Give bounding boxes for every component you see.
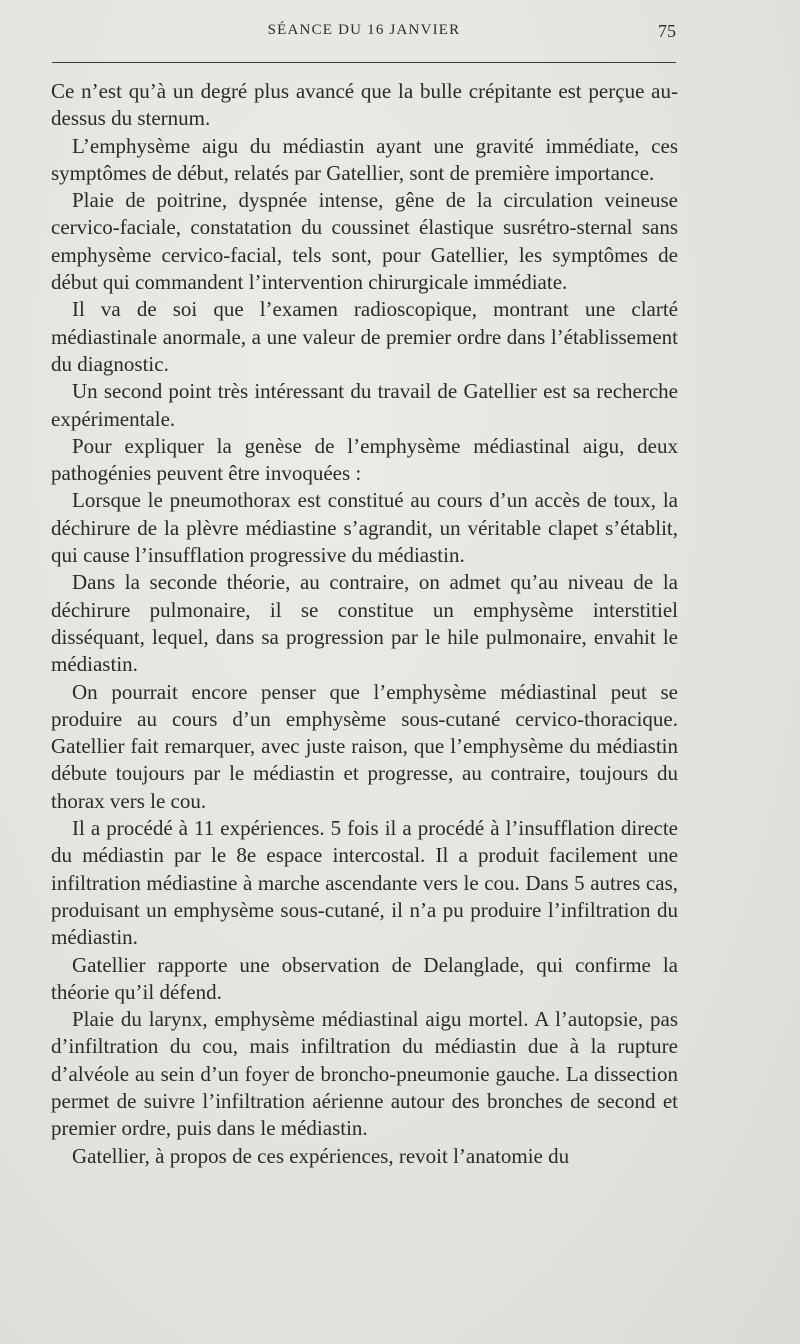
- paragraph: L’emphysème aigu du médiastin ayant une gravité immédiate, ces symptômes de début, relatés par Gatellier, sont de première importance.: [51, 133, 678, 185]
- paragraph: Plaie de poitrine, dyspnée intense, gêne de la circulation veineuse cervico-faciale, constatation du coussinet élastique susrétro-sternal sans emphysème cervico-facial, tels sont, pour Gatellier, les symptômes de début qui commandent l’intervention chirurgicale immédiate.: [51, 188, 678, 295]
- body-text: [51, 78, 678, 1170]
- header-rule: [52, 62, 676, 63]
- page-number: 75: [658, 21, 676, 41]
- paragraph: Gatellier, à propos de ces expériences, revoit l’anatomie du: [72, 1143, 570, 1168]
- paragraph: Ce n’est qu’à un degré plus avancé que la bulle crépitante est perçue au-dessus du sternum.: [51, 79, 678, 131]
- paragraph: Plaie du larynx, emphysème médiastinal aigu mortel. A l’autopsie, pas d’infiltration du cou, mais infiltration du médiastin due à la rupture d’alvéole au sein d’un foyer de broncho-pneumonie gauche. La dissection permet de suivre l’infiltration aérienne autour des bronches de second et premier ordre, puis dans le médiastin.: [51, 1007, 678, 1141]
- paragraph: Gatellier rapporte une observation de Delanglade, qui confirme la théorie qu’il défend.: [51, 952, 678, 1004]
- paragraph: Lorsque le pneumothorax est constitué au cours d’un accès de toux, la déchirure de la plèvre médiastine s’agrandit, un véritable clapet s’établit, qui cause l’insufflation progressive du médiastin.: [51, 488, 678, 568]
- paragraph: Il va de soi que l’examen radioscopique, montrant une clarté médiastinale anormale, a une valeur de premier ordre dans l’établissement du diagnostic.: [51, 297, 678, 376]
- paragraph: Un second point très intéressant du travail de Gatellier est sa recherche expérimentale.: [51, 379, 678, 431]
- paragraph: Il a procédé à 11 expériences. 5 fois il a procédé à l’insufflation directe du médiastin par le 8e espace intercostal. Il a produit facilement une infiltration médiastine à marche ascendante vers le cou. Dans 5 autres cas, produisant un emphysème sous-cutané, il n’a pu produire l’infiltration du médiastin.: [51, 816, 678, 950]
- paragraph: Pour expliquer la genèse de l’emphysème médiastinal aigu, deux pathogénies peuvent être invoquées :: [51, 433, 678, 486]
- page-header: [52, 14, 676, 48]
- running-title: SÉANCE DU 16 JANVIER: [267, 22, 461, 38]
- paragraph: Dans la seconde théorie, au contraire, on admet qu’au niveau de la déchirure pulmonaire, il se constitue un emphysème interstitiel disséquant, lequel, dans sa progression par le hile pulmonaire, envahit le médiastin.: [51, 570, 678, 677]
- paragraph: On pourrait encore penser que l’emphysème médiastinal peut se produire au cours d’un emphysème sous-cutané cervico-thoracique. Gatellier fait remarquer, avec juste raison, que l’emphysème du médiastin débute toujours par le médiastin et progresse, au contraire, toujours du thorax vers le cou.: [51, 679, 678, 813]
